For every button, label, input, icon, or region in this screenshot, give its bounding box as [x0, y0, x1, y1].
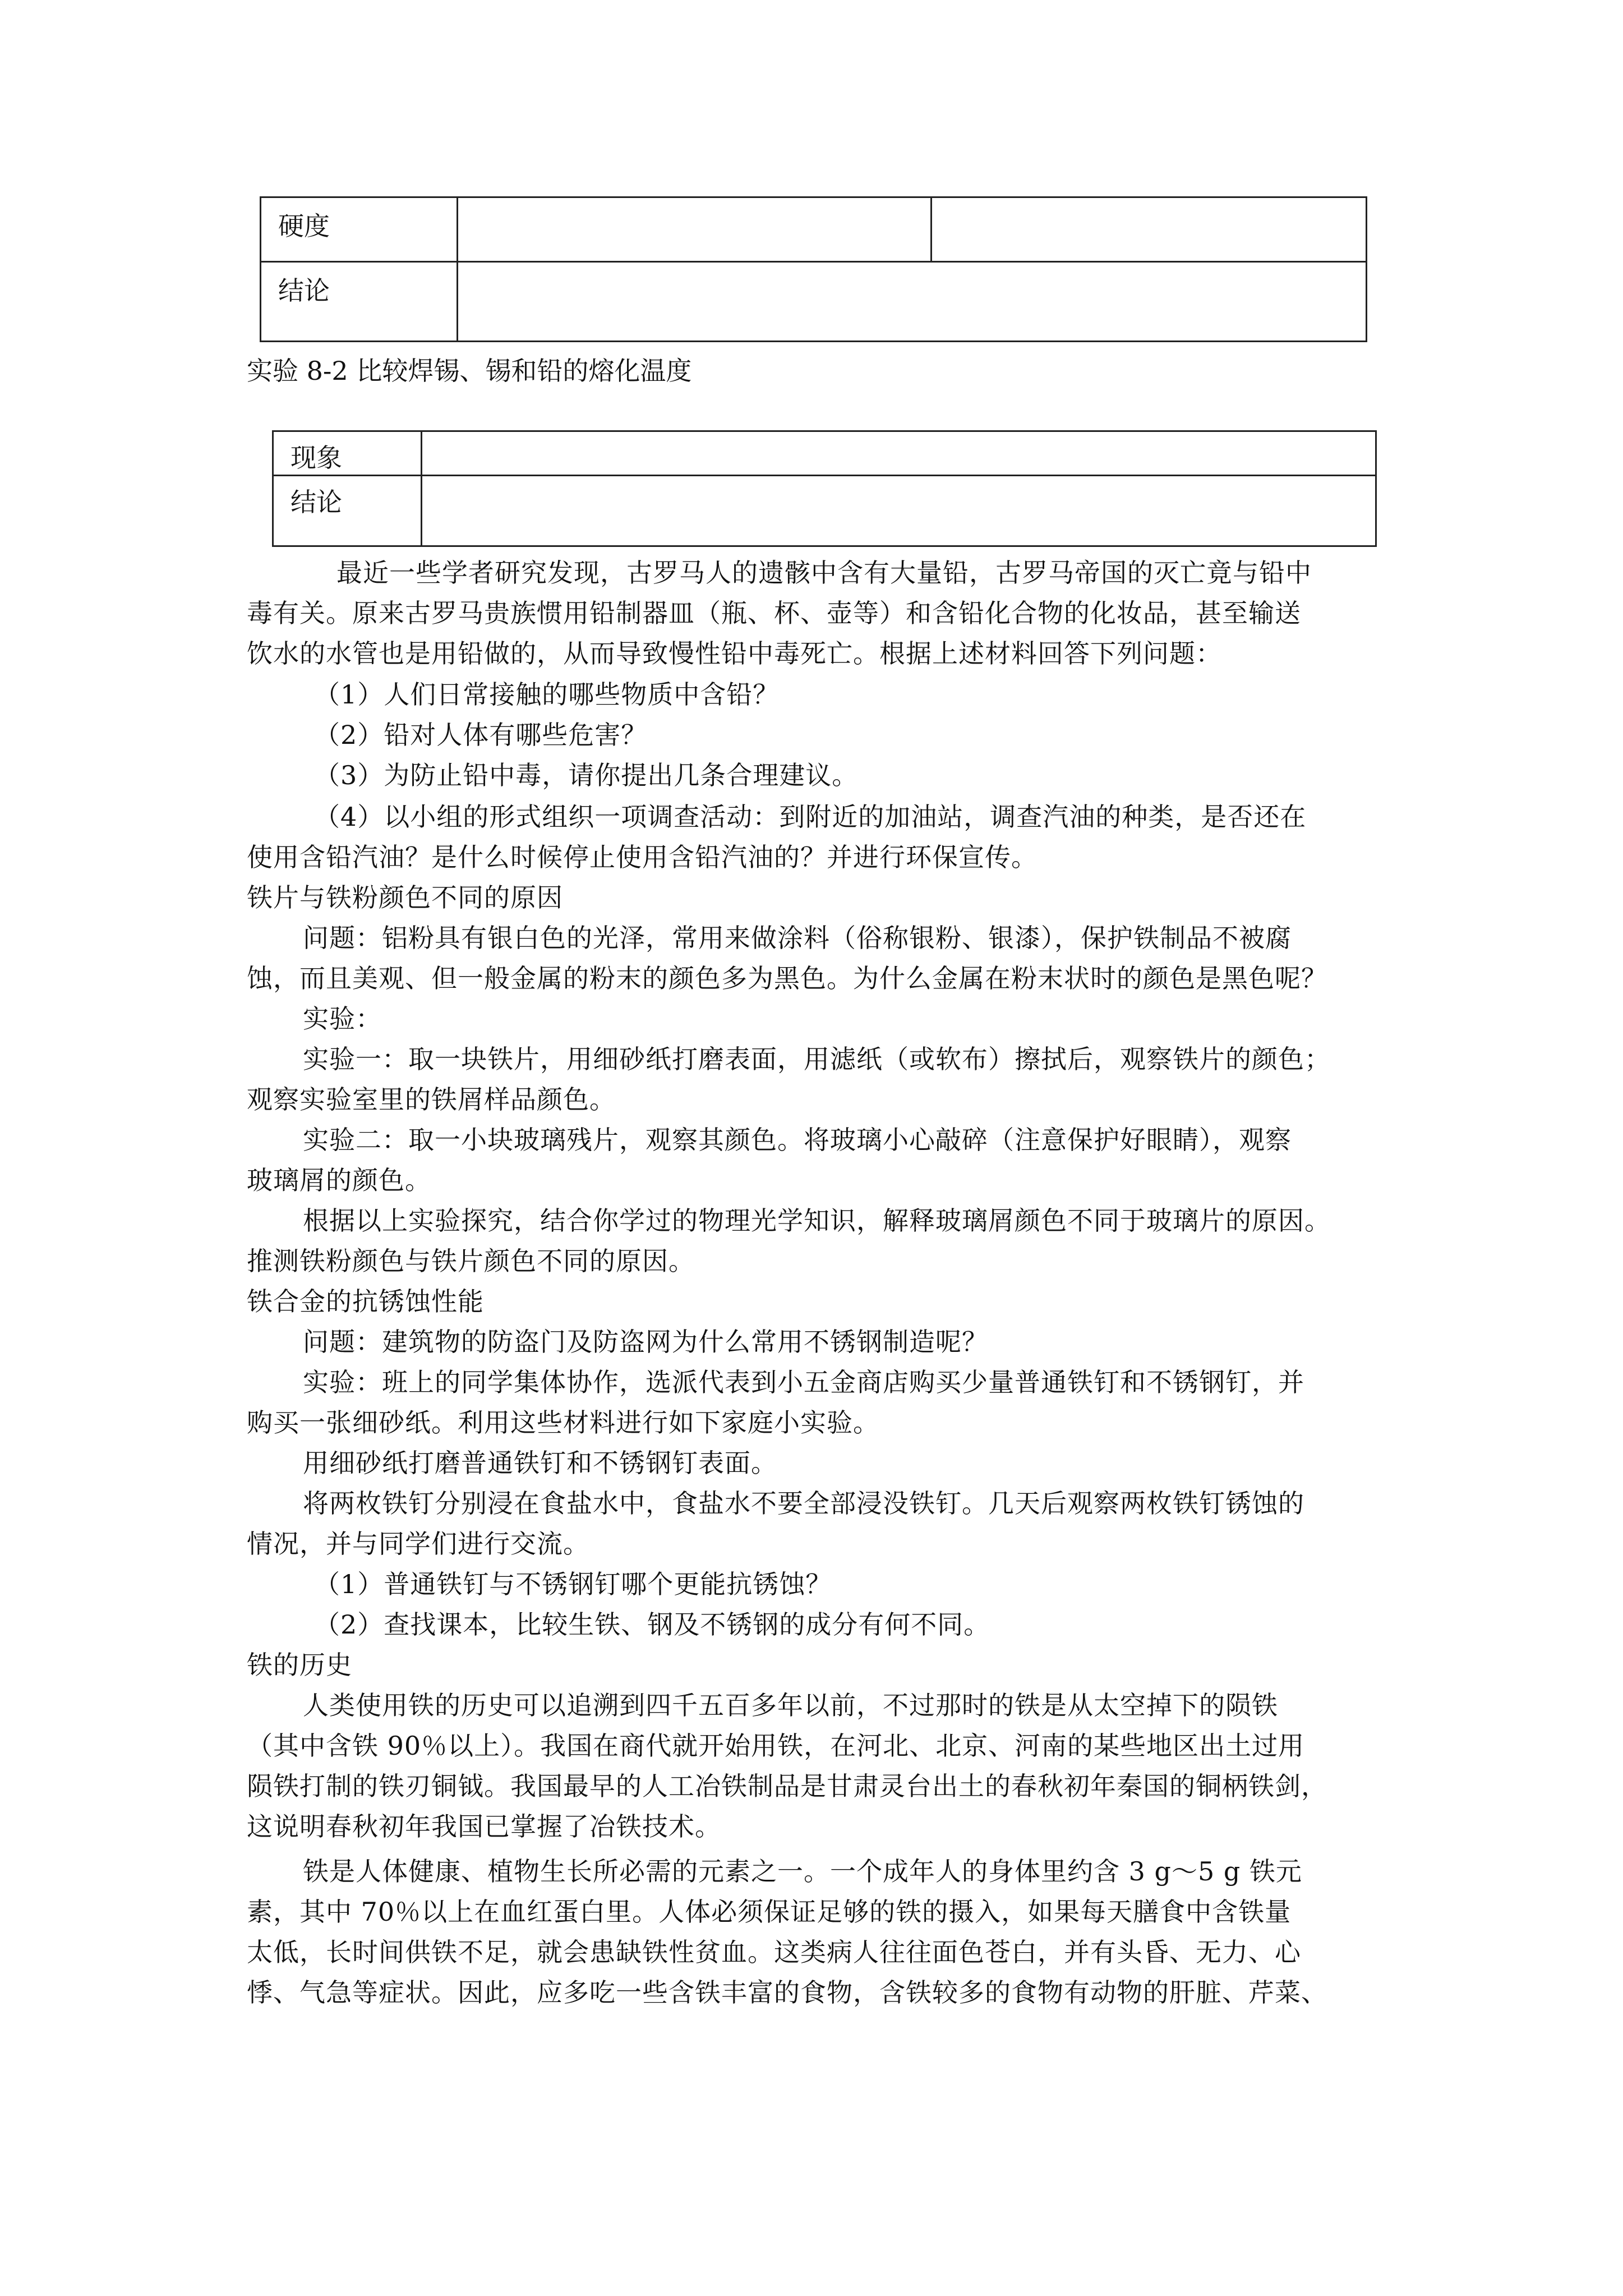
table-cell: [422, 431, 1376, 476]
paragraph-line: 情况，并与同学们进行交流。: [247, 1529, 589, 1559]
paragraph-line: 实验一：取一块铁片，用细砂纸打磨表面，用滤纸（或软布）擦拭后，观察铁片的颜色；: [303, 1044, 1331, 1074]
row-label-conclusion: 结论: [278, 275, 330, 306]
row-label-phenomenon: 现象: [291, 443, 342, 473]
row-label-conclusion: 结论: [291, 487, 342, 517]
paragraph-line: 推测铁粉颜色与铁片颜色不同的原因。: [247, 1246, 695, 1276]
paragraph-line: 毒有关。原来古罗马贵族惯用铅制器皿（瓶、杯、壶等）和含铅化合物的化妆品，甚至输送: [247, 598, 1301, 628]
table-hardness: [260, 196, 1367, 342]
question-item: （4）以小组的形式组织一项调查活动：到附近的加油站，调查汽油的种类，是否还在: [314, 802, 1307, 832]
row-label-hardness: 硬度: [278, 211, 330, 241]
paragraph-line: 人类使用铁的历史可以追溯到四千五百多年以前，不过那时的铁是从太空掉下的陨铁: [303, 1690, 1278, 1720]
paragraph-line: 素，其中 70％以上在血红蛋白里。人体必须保证足够的铁的摄入，如果每天膳食中含铁量: [247, 1897, 1292, 1927]
paragraph-line: 购买一张细砂纸。利用这些材料进行如下家庭小实验。: [247, 1407, 879, 1438]
paragraph-line: 使用含铅汽油？是什么时候停止使用含铅汽油的？并进行环保宣传。: [247, 842, 1038, 872]
paragraph-line: 陨铁打制的铁刃铜钺。我国最早的人工冶铁制品是甘肃灵台出土的春秋初年秦国的铜柄铁剑，: [247, 1771, 1327, 1801]
table-cell: [458, 197, 932, 262]
paragraph-line: 将两枚铁钉分别浸在食盐水中，食盐水不要全部浸没铁钉。几天后观察两枚铁钉锈蚀的: [303, 1488, 1304, 1519]
table-cell: [932, 197, 1367, 262]
paragraph-line: 玻璃屑的颜色。: [247, 1165, 431, 1195]
table-row: [261, 262, 1367, 342]
paragraph-line: 实验：班上的同学集体协作，选派代表到小五金商店购买少量普通铁钉和不锈钢钉，并: [303, 1367, 1304, 1397]
paragraph-line: 蚀，而且美观、但一般金属的粉末的颜色多为黑色。为什么金属在粉末状时的颜色是黑色呢？: [247, 963, 1327, 993]
paragraph-line: （其中含铁 90％以上）。我国在商代就开始用铁，在河北、北京、河南的某些地区出土过用: [247, 1731, 1305, 1761]
paragraph-line: 问题：铝粉具有银白色的光泽，常用来做涂料（俗称银粉、银漆），保护铁制品不被腐: [303, 923, 1292, 953]
question-item: （1）人们日常接触的哪些物质中含铅？: [314, 679, 780, 710]
paragraph-line: 最近一些学者研究发现，古罗马人的遗骸中含有大量铅，古罗马帝国的灭亡竟与铅中: [336, 558, 1312, 588]
paragraph-line: 实验：: [303, 1004, 382, 1034]
paragraph-line: 悸、气急等症状。因此，应多吃一些含铁丰富的食物，含铁较多的食物有动物的肝脏、芹菜、: [247, 1977, 1327, 2008]
paragraph-line: 铁是人体健康、植物生长所必需的元素之一。一个成年人的身体里约含 3 g～5 g 铁元: [303, 1856, 1302, 1887]
table-row: [261, 197, 1367, 262]
section-heading: 铁的历史: [247, 1650, 352, 1680]
paragraph-line: 饮水的水管也是用铅做的，从而导致慢性铅中毒死亡。根据上述材料回答下列问题：: [247, 638, 1222, 669]
table-row: [273, 476, 1376, 546]
question-item: （2）铅对人体有哪些危害？: [314, 720, 648, 750]
question-item: （2）查找课本，比较生铁、钢及不锈钢的成分有何不同。: [314, 1609, 990, 1640]
question-item: （3）为防止铅中毒，请你提出几条合理建议。: [314, 760, 859, 790]
section-heading: 铁合金的抗锈蚀性能: [247, 1286, 484, 1317]
section-heading: 铁片与铁粉颜色不同的原因: [247, 882, 563, 913]
paragraph-line: 问题：建筑物的防盗门及防盗网为什么常用不锈钢制造呢？: [303, 1327, 988, 1357]
table-cell: [458, 262, 1367, 342]
exp82-title: 实验 8-2 比较焊锡、锡和铅的熔化温度: [247, 356, 692, 386]
paragraph-line: 用细砂纸打磨普通铁钉和不锈钢钉表面。: [303, 1448, 777, 1478]
paragraph-line: 这说明春秋初年我国已掌握了冶铁技术。: [247, 1811, 721, 1842]
table-cell: [422, 476, 1376, 546]
paragraph-line: 观察实验室里的铁屑样品颜色。: [247, 1084, 616, 1115]
paragraph-line: 实验二：取一小块玻璃残片，观察其颜色。将玻璃小心敲碎（注意保护好眼睛），观察: [303, 1125, 1292, 1155]
question-item: （1）普通铁钉与不锈钢钉哪个更能抗锈蚀？: [314, 1569, 832, 1599]
paragraph-line: 太低，长时间供铁不足，就会患缺铁性贫血。这类病人往往面色苍白，并有头昏、无力、心: [247, 1937, 1301, 1967]
table-melting: [272, 430, 1377, 547]
table-row: [273, 431, 1376, 476]
paragraph-line: 根据以上实验探究，结合你学过的物理光学知识，解释玻璃屑颜色不同于玻璃片的原因。: [303, 1205, 1331, 1236]
